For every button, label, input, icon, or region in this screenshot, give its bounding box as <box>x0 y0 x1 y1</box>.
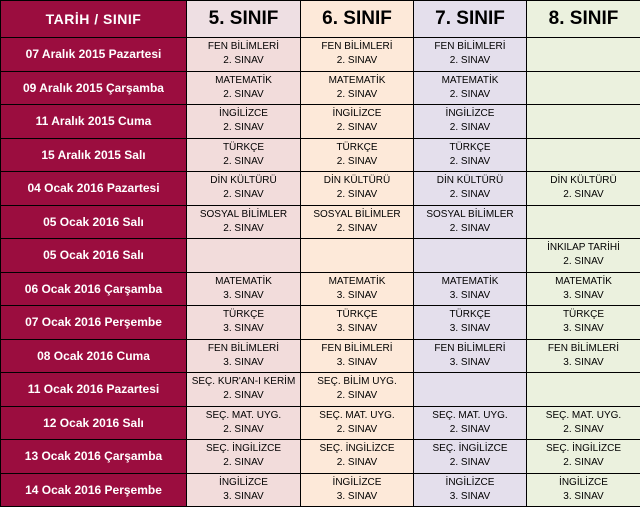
exam-subject: SEÇ. İNGİLİZCE <box>545 443 621 455</box>
exam-number: 3. SINAV <box>223 356 264 368</box>
exam-cell-grade-7 <box>414 440 527 474</box>
exam-subject: SEÇ. MAT. UYG. <box>205 409 282 421</box>
exam-subject: FEN BİLİMLERİ <box>321 342 393 354</box>
exam-subject: TÜRKÇE <box>449 141 491 153</box>
date-column-header: TARİH / SINIF <box>1 1 187 38</box>
exam-number: 2. SINAV <box>563 256 604 268</box>
exam-cell-grade-8 <box>527 339 640 373</box>
exam-cell-grade-8 <box>527 239 640 273</box>
table-row <box>1 373 640 407</box>
exam-number: 2. SINAV <box>336 122 378 134</box>
exam-number: 2. SINAV <box>563 423 604 435</box>
exam-cell-grade-8 <box>527 71 640 105</box>
exam-cell-grade-6 <box>301 306 414 340</box>
exam-subject: FEN BİLİMLERİ <box>321 41 393 53</box>
exam-cell-grade-5 <box>187 105 301 139</box>
exam-cell-grade-7 <box>414 473 527 507</box>
date-cell: 07 Ocak 2016 Perşembe <box>1 306 187 340</box>
exam-cell-grade-8 <box>527 272 640 306</box>
exam-number: 3. SINAV <box>449 323 491 335</box>
exam-number: 2. SINAV <box>223 55 264 67</box>
exam-subject: İNGİLİZCE <box>219 476 268 488</box>
exam-cell-grade-8 <box>527 105 640 139</box>
table-row <box>1 172 640 206</box>
exam-cell-grade-7 <box>414 172 527 206</box>
exam-cell-grade-8 <box>527 473 640 507</box>
table-row <box>1 306 640 340</box>
date-cell: 06 Ocak 2016 Çarşamba <box>1 272 187 306</box>
exam-number: 2. SINAV <box>223 155 264 167</box>
exam-cell-grade-6 <box>301 205 414 239</box>
date-cell: 07 Aralık 2015 Pazartesi <box>1 38 187 72</box>
exam-number: 2. SINAV <box>336 88 378 100</box>
exam-cell-grade-7 <box>414 71 527 105</box>
exam-cell-grade-7 <box>414 138 527 172</box>
date-cell: 05 Ocak 2016 Salı <box>1 239 187 273</box>
exam-subject: SEÇ. İNGİLİZCE <box>205 443 281 455</box>
exam-number: 2. SINAV <box>336 55 378 67</box>
exam-subject: MATEMATİK <box>441 74 499 86</box>
grade-8-header: 8. SINIF <box>527 1 640 38</box>
date-cell: 11 Aralık 2015 Cuma <box>1 105 187 139</box>
exam-number: 3. SINAV <box>449 490 491 502</box>
exam-number: 2. SINAV <box>449 457 491 469</box>
date-cell: 08 Ocak 2016 Cuma <box>1 339 187 373</box>
exam-cell-grade-6 <box>301 373 414 407</box>
table-row <box>1 440 640 474</box>
table-row <box>1 105 640 139</box>
exam-cell-grade-7 <box>414 205 527 239</box>
exam-cell-grade-6 <box>301 71 414 105</box>
exam-subject: DİN KÜLTÜRÜ <box>323 175 391 187</box>
exam-number: 3. SINAV <box>336 289 378 301</box>
exam-number: 2. SINAV <box>223 423 264 435</box>
exam-subject: DİN KÜLTÜRÜ <box>550 175 617 187</box>
exam-cell-grade-8 <box>527 440 640 474</box>
exam-subject: İNGİLİZCE <box>445 108 495 120</box>
exam-cell-grade-5 <box>187 172 301 206</box>
exam-subject: FEN BİLİMLERİ <box>207 342 280 354</box>
exam-number: 2. SINAV <box>449 423 491 435</box>
exam-cell-grade-5 <box>187 440 301 474</box>
exam-subject: MATEMATİK <box>328 74 386 86</box>
table-row <box>1 406 640 440</box>
exam-subject: FEN BİLİMLERİ <box>434 342 506 354</box>
exam-subject: SEÇ. KUR'AN-I KERİM <box>191 376 296 388</box>
exam-cell-grade-5 <box>187 138 301 172</box>
exam-number: 2. SINAV <box>223 457 264 469</box>
exam-subject: DİN KÜLTÜRÜ <box>436 175 504 187</box>
date-cell: 11 Ocak 2016 Pazartesi <box>1 373 187 407</box>
exam-cell-grade-8 <box>527 406 640 440</box>
exam-number: 3. SINAV <box>223 323 264 335</box>
exam-subject: İNGİLİZCE <box>445 476 495 488</box>
exam-cell-grade-8 <box>527 38 640 72</box>
exam-cell-grade-7 <box>414 239 527 273</box>
table-row <box>1 38 640 72</box>
exam-subject: SEÇ. İNGİLİZCE <box>319 443 395 455</box>
exam-cell-grade-7 <box>414 406 527 440</box>
exam-cell-grade-8 <box>527 138 640 172</box>
exam-subject: FEN BİLİMLERİ <box>547 342 620 354</box>
exam-number: 2. SINAV <box>223 122 264 134</box>
schedule-body <box>1 38 640 507</box>
grade-5-header: 5. SINIF <box>187 1 301 38</box>
table-row <box>1 71 640 105</box>
exam-cell-grade-5 <box>187 306 301 340</box>
exam-cell-grade-6 <box>301 272 414 306</box>
exam-cell-grade-6 <box>301 105 414 139</box>
exam-subject: SEÇ. İNGİLİZCE <box>432 443 508 455</box>
exam-number: 2. SINAV <box>449 122 491 134</box>
date-cell: 04 Ocak 2016 Pazartesi <box>1 172 187 206</box>
exam-cell-grade-5 <box>187 205 301 239</box>
exam-subject: MATEMATİK <box>328 275 386 287</box>
exam-subject: TÜRKÇE <box>222 141 265 153</box>
exam-subject: TÜRKÇE <box>222 309 265 321</box>
exam-number: 2. SINAV <box>336 189 378 201</box>
exam-subject: MATEMATİK <box>441 275 499 287</box>
grade-6-header: 6. SINIF <box>301 1 414 38</box>
exam-number: 3. SINAV <box>449 356 491 368</box>
exam-number: 3. SINAV <box>223 289 264 301</box>
exam-subject: TÜRKÇE <box>336 309 378 321</box>
exam-cell-grade-6 <box>301 138 414 172</box>
exam-cell-grade-6 <box>301 406 414 440</box>
header-row <box>1 1 640 38</box>
exam-subject: TÜRKÇE <box>336 141 378 153</box>
exam-cell-grade-6 <box>301 339 414 373</box>
exam-cell-grade-5 <box>187 272 301 306</box>
exam-subject: SEÇ. MAT. UYG. <box>319 409 395 421</box>
exam-cell-grade-8 <box>527 205 640 239</box>
exam-cell-grade-7 <box>414 105 527 139</box>
exam-cell-grade-6 <box>301 239 414 273</box>
exam-cell-grade-7 <box>414 339 527 373</box>
exam-subject: TÜRKÇE <box>562 309 605 321</box>
exam-number: 2. SINAV <box>336 423 378 435</box>
exam-number: 2. SINAV <box>336 390 378 402</box>
table-row <box>1 138 640 172</box>
exam-number: 2. SINAV <box>449 155 491 167</box>
exam-subject: SOSYAL BİLİMLER <box>313 208 401 220</box>
exam-subject: FEN BİLİMLERİ <box>207 41 280 53</box>
exam-number: 3. SINAV <box>449 289 491 301</box>
exam-number: 3. SINAV <box>563 323 604 335</box>
date-cell: 13 Ocak 2016 Çarşamba <box>1 440 187 474</box>
exam-cell-grade-5 <box>187 473 301 507</box>
exam-number: 2. SINAV <box>336 155 378 167</box>
exam-subject: İNGİLİZCE <box>332 476 382 488</box>
exam-cell-grade-8 <box>527 373 640 407</box>
exam-number: 2. SINAV <box>223 222 264 234</box>
exam-subject: SEÇ. MAT. UYG. <box>545 409 622 421</box>
exam-cell-grade-7 <box>414 373 527 407</box>
table-row <box>1 239 640 273</box>
exam-cell-grade-6 <box>301 38 414 72</box>
exam-cell-grade-6 <box>301 473 414 507</box>
exam-cell-grade-5 <box>187 71 301 105</box>
exam-subject: DİN KÜLTÜRÜ <box>210 175 277 187</box>
exam-number: 2. SINAV <box>563 189 604 201</box>
exam-number: 2. SINAV <box>449 88 491 100</box>
date-cell: 15 Aralık 2015 Salı <box>1 138 187 172</box>
exam-cell-grade-5 <box>187 406 301 440</box>
exam-number: 3. SINAV <box>336 356 378 368</box>
exam-cell-grade-5 <box>187 339 301 373</box>
exam-subject: SOSYAL BİLİMLER <box>426 208 514 220</box>
exam-subject: İNGİLİZCE <box>219 108 268 120</box>
exam-subject: SOSYAL BİLİMLER <box>199 208 288 220</box>
date-cell: 12 Ocak 2016 Salı <box>1 406 187 440</box>
exam-cell-grade-7 <box>414 272 527 306</box>
exam-cell-grade-5 <box>187 239 301 273</box>
exam-number: 3. SINAV <box>223 490 264 502</box>
grade-7-header: 7. SINIF <box>414 1 527 38</box>
exam-cell-grade-7 <box>414 38 527 72</box>
exam-subject: SEÇ. BİLİM UYG. <box>317 376 397 388</box>
exam-subject: İNGİLİZCE <box>332 108 382 120</box>
table-row <box>1 339 640 373</box>
exam-number: 3. SINAV <box>563 356 604 368</box>
exam-number: 2. SINAV <box>223 88 264 100</box>
exam-number: 3. SINAV <box>336 323 378 335</box>
date-cell: 14 Ocak 2016 Perşembe <box>1 473 187 507</box>
exam-cell-grade-6 <box>301 172 414 206</box>
exam-cell-grade-8 <box>527 306 640 340</box>
date-cell: 09 Aralık 2015 Çarşamba <box>1 71 187 105</box>
exam-cell-grade-5 <box>187 38 301 72</box>
exam-number: 2. SINAV <box>223 189 264 201</box>
exam-number: 3. SINAV <box>336 490 378 502</box>
exam-subject: TÜRKÇE <box>449 309 491 321</box>
table-row <box>1 205 640 239</box>
exam-cell-grade-5 <box>187 373 301 407</box>
exam-cell-grade-7 <box>414 306 527 340</box>
exam-subject: FEN BİLİMLERİ <box>434 41 506 53</box>
exam-number: 2. SINAV <box>336 222 378 234</box>
exam-subject: İNKILAP TARİHİ <box>547 242 620 254</box>
exam-subject: İNGİLİZCE <box>559 476 608 488</box>
exam-subject: SEÇ. MAT. UYG. <box>432 409 508 421</box>
exam-cell-grade-8 <box>527 172 640 206</box>
exam-number: 3. SINAV <box>563 490 604 502</box>
table-row <box>1 473 640 507</box>
exam-number: 3. SINAV <box>563 289 604 301</box>
exam-number: 2. SINAV <box>449 222 491 234</box>
exam-number: 2. SINAV <box>223 390 264 402</box>
exam-number: 2. SINAV <box>449 189 491 201</box>
date-cell: 05 Ocak 2016 Salı <box>1 205 187 239</box>
exam-number: 2. SINAV <box>336 457 378 469</box>
exam-cell-grade-6 <box>301 440 414 474</box>
exam-number: 2. SINAV <box>563 457 604 469</box>
exam-number: 2. SINAV <box>449 55 491 67</box>
exam-subject: MATEMATİK <box>215 275 272 287</box>
exam-subject: MATEMATİK <box>215 74 272 86</box>
table-row <box>1 272 640 306</box>
exam-subject: MATEMATİK <box>555 275 612 287</box>
